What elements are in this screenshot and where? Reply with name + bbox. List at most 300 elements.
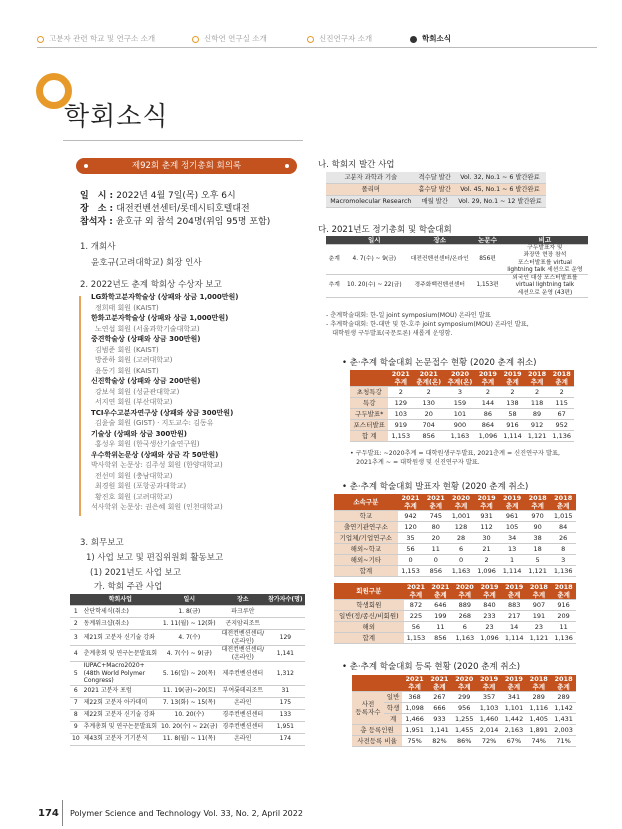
table-cell: 경주컨벤션센터: [220, 709, 267, 721]
table-cell: 225: [404, 611, 429, 622]
table-cell: 5: [70, 662, 82, 686]
table-cell: 289: [551, 692, 576, 703]
table-cell: 대전컨벤션센터/온라인: [406, 245, 473, 275]
table-cell: 13: [499, 544, 525, 555]
table-cell: 368: [402, 692, 427, 703]
section-title: 2. 2022년도 춘계 학회상 수상자 보고: [80, 280, 222, 290]
table-cell: 23: [527, 622, 552, 633]
nav-item[interactable]: 신학연 연구실 소개: [192, 33, 267, 44]
nav-item[interactable]: 신진연구자 소개: [307, 33, 372, 44]
table-cell: 11: [551, 622, 576, 633]
column-header: 2019 춘계: [500, 370, 525, 387]
table-cell: 구두발표*: [350, 409, 388, 420]
table-cell: 745: [423, 511, 448, 522]
table-row: [70, 697, 305, 709]
table-cell: 889: [452, 600, 477, 611]
note-line: 대학원생 구두발표(국문토론) 새롭게 운영함.: [326, 330, 453, 337]
column-header: 일시: [343, 236, 407, 245]
column-header: 2018 추계: [525, 370, 550, 387]
award-winner: 정희태 회원 (KAIST): [95, 303, 159, 312]
table-cell: IUPAC+Macro2020+ (48th World Polymer Congress): [82, 662, 159, 686]
award-winner: 김윤술 회원 (GIST) · 지도교수: 김동유: [95, 419, 214, 427]
table-cell: 9: [70, 721, 82, 733]
table-cell: 1,455: [452, 725, 477, 736]
award-winner: 최경원 회원 (포항공과대학교): [95, 482, 187, 490]
section-title: • 춘·추계 학술대회 논문접수 현황 (2020 춘계 취소): [342, 358, 537, 368]
table-cell: 해외: [334, 622, 404, 633]
table-cell: 10. 20(수) ~ 22(금): [343, 275, 407, 298]
meeting-attendees: 참석자 : 윤호규 외 참석 204명(위임 95명 포함): [80, 217, 271, 227]
table-cell: 138: [500, 398, 525, 409]
table-cell: 2: [525, 387, 550, 398]
table-cell: 267: [427, 692, 452, 703]
table-cell: 온라인: [220, 697, 267, 709]
table-cell: 159: [444, 398, 475, 409]
table-row: [334, 583, 576, 600]
table-row: [350, 398, 574, 409]
table-cell: 1,114: [499, 566, 525, 577]
column-header: 학회사업: [82, 594, 159, 606]
table-row: [70, 733, 305, 745]
table-cell: 1,255: [452, 714, 477, 725]
nav-item[interactable]: 고분자 관련 학교 및 연구소 소개: [37, 33, 155, 44]
column-header: 2021 춘계(온): [413, 370, 444, 387]
column-header: 2018 추계: [526, 675, 551, 692]
subsection-title: 가. 학회 주관 사업: [94, 582, 163, 592]
table-row: [326, 245, 588, 275]
table-cell: 112: [474, 522, 500, 533]
table-cell: 1,136: [550, 566, 576, 577]
table-row: [334, 566, 576, 577]
column-header: 2019 춘계: [502, 583, 527, 600]
table-cell: 199: [428, 611, 452, 622]
table-cell: 8: [550, 544, 576, 555]
table-cell: 1,121: [525, 431, 550, 442]
table-cell: 홀수달 발간: [416, 184, 454, 196]
table-row: [70, 618, 305, 630]
table-row: [70, 709, 305, 721]
table-cell: 11: [428, 622, 452, 633]
table-cell: 233: [477, 611, 502, 622]
table-cell: 1,312: [266, 662, 304, 686]
table-row: [334, 600, 576, 611]
table-cell: 341: [501, 692, 526, 703]
table-cell: 1,136: [551, 633, 576, 644]
table-cell: 118: [525, 398, 550, 409]
table-cell: 경주컨벤션센터: [220, 721, 267, 733]
table-cell: 3: [444, 387, 475, 398]
column-header: 2019 추계: [476, 370, 501, 387]
table-row: [326, 196, 546, 208]
table-cell: 합계: [334, 566, 398, 577]
nav-divider: [37, 47, 597, 48]
table-cell: 대전컨벤션센터/ (온라인): [221, 630, 265, 645]
table-cell: 1,136: [549, 431, 574, 442]
column-header: 일시: [159, 594, 220, 606]
table-cell: 105: [499, 522, 525, 533]
table-cell: 1,163: [452, 633, 477, 644]
table-cell: 120: [398, 522, 424, 533]
table-cell: 916: [551, 600, 576, 611]
column-header: 2021 춘계: [423, 494, 448, 511]
table-cell: 0: [398, 555, 424, 566]
table-cell: 추계총회 및 연구논문발표회: [82, 721, 159, 733]
table-cell: 사전등록 비율: [352, 736, 402, 747]
table-cell: 0: [448, 555, 474, 566]
table-row: [334, 555, 576, 566]
column-header: 2019 춘계: [501, 675, 526, 692]
table-cell: 기업체/기업연구소: [334, 533, 398, 544]
table-cell: 2: [474, 555, 500, 566]
table-cell: 883: [502, 600, 527, 611]
table-cell: 80: [423, 522, 448, 533]
table-cell: 1,405: [526, 714, 551, 725]
table-cell: 646: [428, 600, 452, 611]
table-row: [70, 606, 305, 618]
table-cell: 217: [502, 611, 527, 622]
table-cell: 840: [477, 600, 502, 611]
subsection-title: 1) 사업 보고 및 편집위원회 활동보고: [86, 553, 224, 563]
award-title: 우수학위논문상 (상패와 상금 각 50만원): [91, 450, 219, 459]
table-cell: 11. 8(월) ~ 11(목): [159, 733, 220, 745]
column-header: [70, 594, 82, 606]
table-cell: 1,141: [266, 646, 304, 662]
table-cell: 856: [428, 633, 452, 644]
award-winner: 홍성우 회원 (한국생산기술연구원): [95, 440, 200, 448]
column-header: 소속구분: [334, 494, 398, 511]
column-header: 2021 추계: [402, 675, 427, 692]
table-cell: 912: [525, 420, 550, 431]
table-cell: 115: [549, 398, 574, 409]
table-cell: 4. 7(수): [159, 630, 220, 646]
table-cell: 942: [398, 511, 424, 522]
table-cell: 704: [413, 420, 444, 431]
table-cell: 1,153편: [473, 275, 501, 298]
table-cell: 3: [550, 555, 576, 566]
table-cell: 856: [423, 566, 448, 577]
table-cell: 1: [70, 606, 82, 618]
table-cell: 961: [499, 511, 525, 522]
table-cell: 26: [550, 533, 576, 544]
events-table: [70, 594, 305, 746]
award-list: [79, 292, 297, 517]
table-cell: 103: [388, 409, 413, 420]
column-header: 2021 춘계: [427, 675, 452, 692]
column-header: 2019 춘계: [499, 494, 525, 511]
table-cell: 357: [477, 692, 502, 703]
table-cell: 1. 11(월) ~ 12(화): [159, 618, 220, 630]
table-row: [334, 544, 576, 555]
table-cell: 666: [427, 703, 452, 714]
table-row: [350, 387, 574, 398]
award-winner: 김범준 회원 (KAIST): [95, 345, 159, 354]
table-row: [352, 703, 576, 714]
table-cell: 1,951: [402, 725, 427, 736]
table-cell: 5: [525, 555, 551, 566]
table-cell: 제22회 고분자 아카데미: [82, 697, 159, 709]
table-cell: 구두발표자 및 좌장만 현장 참석 포스터발표를 virtual lightning talk 세션으로 운영: [502, 245, 588, 275]
nav-item-active[interactable]: 학회소식: [410, 33, 451, 44]
table-cell: 20: [423, 533, 448, 544]
award-winner: 윤동기 회원 (KAIST): [95, 366, 159, 375]
table-cell: 1,096: [474, 566, 500, 577]
table-cell: 1,442: [501, 714, 526, 725]
column-header: 2019 추계: [474, 494, 500, 511]
table-cell: 7. 13(화) ~ 15(목): [159, 697, 220, 709]
table-cell: 3: [70, 630, 82, 646]
table-cell: 6: [452, 622, 477, 633]
table-cell: 86: [476, 409, 501, 420]
circle-icon: [307, 36, 314, 43]
table-cell: 1,103: [477, 703, 502, 714]
note-line: 2021추계 ~ = 대학원생 및 신진연구자 발표.: [350, 459, 480, 466]
table-row: [70, 630, 305, 646]
award-title: 신진학술상 (상패와 상금 200만원): [91, 377, 201, 385]
table-row: [70, 685, 305, 697]
conf-notes: [326, 310, 529, 337]
column-header: 2019 추계: [477, 675, 502, 692]
column-header: 2021 춘계: [428, 583, 452, 600]
table-cell: 1,096: [477, 633, 502, 644]
section-title: • 춘·추계 학술대회 등록 현황 (2020 춘계 취소): [342, 662, 521, 672]
accent-bar: [79, 296, 81, 516]
award-winner: 박사학위 논문상: 김주성 회원 (한양대학교): [91, 461, 223, 469]
table-cell: 2,163: [501, 725, 526, 736]
award-title: LG화학고분자학술상 (상패와 상금 1,000만원): [91, 293, 239, 301]
table-cell: 1,153: [388, 431, 413, 442]
table-cell: 268: [452, 611, 477, 622]
table-cell: 2: [549, 387, 574, 398]
table-cell: 부여롯데리조트: [220, 685, 267, 697]
table-cell: 2,014: [477, 725, 502, 736]
table-cell: 133: [266, 709, 304, 721]
table-cell: 56: [404, 622, 429, 633]
group-label: 사전 등록자수: [352, 692, 384, 725]
award-winner: 방준하 회원 (고려대학교): [95, 356, 173, 364]
dot-icon: [84, 164, 88, 168]
meeting-place: 장 소 : 대전컨벤션센터/롯데시티호텔대전: [80, 204, 250, 214]
table-cell: 90: [525, 522, 551, 533]
table-cell: 2: [413, 387, 444, 398]
table-cell: 907: [527, 600, 552, 611]
table-cell: 일반(정/종신/비회원): [334, 611, 404, 622]
table-cell: 추계: [326, 275, 343, 298]
note-line: - 춘계학술대회: 한-일 joint symposium(MOU) 온라인 발표: [326, 312, 491, 319]
table-cell: 130: [413, 398, 444, 409]
table-cell: Vol. 32, No.1 ~ 6 발간완료: [454, 172, 546, 184]
table-cell: 2: [70, 618, 82, 630]
table-cell: 1,121: [527, 633, 552, 644]
column-header: 장소: [220, 594, 267, 606]
award-winner: 강보석 회원 (성균관대학교): [95, 387, 180, 396]
table-cell: 2021 고분자 포럼: [82, 685, 159, 697]
table-cell: 1,116: [526, 703, 551, 714]
table-cell: 격수달 발간: [416, 172, 454, 184]
table-cell: 0: [423, 555, 448, 566]
table-cell: 1,466: [402, 714, 427, 725]
table-cell: 1,114: [500, 431, 525, 442]
table-cell: 67%: [501, 736, 526, 747]
column-header: [326, 236, 343, 245]
table-cell: 합 계: [350, 431, 388, 442]
table-cell: 129: [388, 398, 413, 409]
table-cell: 1,101: [501, 703, 526, 714]
table-row: [350, 431, 574, 442]
table-cell: 해외~기타: [334, 555, 398, 566]
table-cell: 34: [499, 533, 525, 544]
table-row: [334, 622, 576, 633]
members-table: [334, 583, 576, 644]
dot-icon: [285, 164, 289, 168]
table-cell: 1,121: [525, 566, 551, 577]
column-header: 2020 추계: [448, 494, 474, 511]
table-cell: 2: [500, 387, 525, 398]
section-title: 1. 개회사: [80, 242, 116, 252]
table-cell: 56: [398, 544, 424, 555]
table-row: [326, 275, 588, 298]
page-number: 174: [38, 808, 59, 819]
section-title: 3. 회무보고: [80, 538, 124, 548]
table-cell: 20: [413, 409, 444, 420]
table-cell: 총 등록인원: [352, 725, 402, 736]
table-row: [352, 675, 576, 692]
table-cell: 1,891: [526, 725, 551, 736]
column-header: [384, 675, 402, 692]
table-cell: 곤지암리조트: [220, 618, 267, 630]
table-cell: 956: [452, 703, 477, 714]
table-cell: 84: [550, 522, 576, 533]
table-cell: 4. 7(수) ~ 9(금): [159, 646, 220, 662]
table-cell: 101: [444, 409, 475, 420]
table-cell: 174: [266, 733, 304, 745]
table-cell: 동계워크샵(취소): [82, 618, 159, 630]
table-cell: 1,951: [266, 721, 304, 733]
column-header: 장소: [406, 236, 473, 245]
table-cell: 21: [474, 544, 500, 555]
column-header: 2018 추계: [527, 583, 552, 600]
circle-icon: [37, 36, 44, 43]
table-row: [334, 522, 576, 533]
table-cell: 191: [527, 611, 552, 622]
table-cell: 1,431: [551, 714, 576, 725]
award-title: 한화고분자학술상 (상패와 상금 1,000만원): [91, 314, 229, 322]
table-cell: 8: [70, 709, 82, 721]
table-cell: 2: [476, 387, 501, 398]
table-cell: 학생회원: [334, 600, 404, 611]
table-cell: 35: [398, 533, 424, 544]
table-cell: 폴리머: [326, 184, 416, 196]
table-cell: 67: [549, 409, 574, 420]
table-cell: 6: [448, 544, 474, 555]
section-title: 다. 2021년도 정기총회 및 학술대회: [318, 225, 452, 235]
table-cell: [266, 618, 304, 630]
table-cell: 75%: [402, 736, 427, 747]
table-cell: 72%: [477, 736, 502, 747]
column-header: 논문수: [473, 236, 501, 245]
table-cell: 산단학세식(취소): [82, 606, 159, 618]
papers-notes: [350, 448, 560, 466]
column-header: 참가자수(명): [266, 594, 304, 606]
table-cell: [266, 606, 304, 618]
meeting-banner: 제92회 춘계 정기총회 회의록: [76, 158, 297, 174]
column-header: 회원구분: [334, 583, 404, 600]
table-cell: 82%: [427, 736, 452, 747]
table-row: [352, 725, 576, 736]
table-cell: 춘계총회 및 연구논문발표회: [82, 646, 159, 662]
table-cell: 포스터발표: [350, 420, 388, 431]
column-header: 2018 춘계: [551, 675, 576, 692]
table-cell: 초청특강: [350, 387, 388, 398]
table-cell: 1,114: [502, 633, 527, 644]
table-cell: 144: [476, 398, 501, 409]
table-cell: 제22회 고분자 신기술 강좌: [82, 709, 159, 721]
column-header: 2018 춘계: [549, 370, 574, 387]
table-row: [334, 533, 576, 544]
table-row: [334, 611, 576, 622]
table-cell: 38: [525, 533, 551, 544]
column-header: [352, 675, 384, 692]
column-header: 2020 추계: [452, 583, 477, 600]
table-cell: 특강: [350, 398, 388, 409]
table-cell: 대전컨벤션센터/ (온라인): [221, 646, 265, 661]
table-cell: 71%: [551, 736, 576, 747]
award-winner: 전선미 회원 (충남대학교): [95, 471, 173, 480]
column-header: 비고: [502, 236, 588, 245]
table-row: [334, 633, 576, 644]
note-line: - 추계학술대회: 한-대만 및 한-호주 joint symposium(MOU) 온라인 발표,: [326, 321, 529, 328]
column-header: 2021 추계: [398, 494, 424, 511]
table-cell: 10. 20(수): [159, 709, 220, 721]
table-cell: 1,163: [448, 566, 474, 577]
papers-table: [350, 370, 574, 442]
table-cell: 1. 8(금): [159, 606, 220, 618]
table-cell: 128: [448, 522, 474, 533]
award-title: 중견학술상 (상패와 상금 300만원): [91, 335, 201, 343]
table-cell: 계: [384, 714, 402, 725]
footer-divider: [62, 800, 63, 826]
table-row: [326, 236, 588, 245]
table-cell: 175: [266, 697, 304, 709]
table-cell: 864: [476, 420, 501, 431]
award-title: TCI우수고분자연구상 (상패와 상금 300만원): [91, 408, 234, 417]
table-cell: 14: [502, 622, 527, 633]
table-row: [70, 646, 305, 662]
table-cell: 제주컨벤션센터: [220, 662, 267, 686]
table-row: [70, 662, 305, 686]
table-cell: 30: [474, 533, 500, 544]
table-cell: 학생: [384, 703, 402, 714]
table-cell: 파크루안: [220, 606, 267, 618]
table-cell: 온라인: [220, 733, 267, 745]
table-cell: 출연기관연구소: [334, 522, 398, 533]
table-cell: 289: [526, 692, 551, 703]
table-row: [352, 692, 576, 703]
table-cell: 1,460: [477, 714, 502, 725]
column-header: 2020 추계: [452, 675, 477, 692]
section-title: 나. 학회지 발간 사업: [318, 160, 395, 170]
table-cell: 23: [477, 622, 502, 633]
conf-table: [326, 236, 588, 298]
table-cell: 31: [266, 685, 304, 697]
journals-table: [326, 172, 546, 208]
column-header: 2018 춘계: [550, 494, 576, 511]
table-cell: 해외~학교: [334, 544, 398, 555]
table-cell: 4. 7(수) ~ 9(금): [343, 245, 407, 275]
table-cell: 1,163: [444, 431, 475, 442]
table-cell: 학교: [334, 511, 398, 522]
table-cell: 916: [500, 420, 525, 431]
table-cell: 900: [444, 420, 475, 431]
